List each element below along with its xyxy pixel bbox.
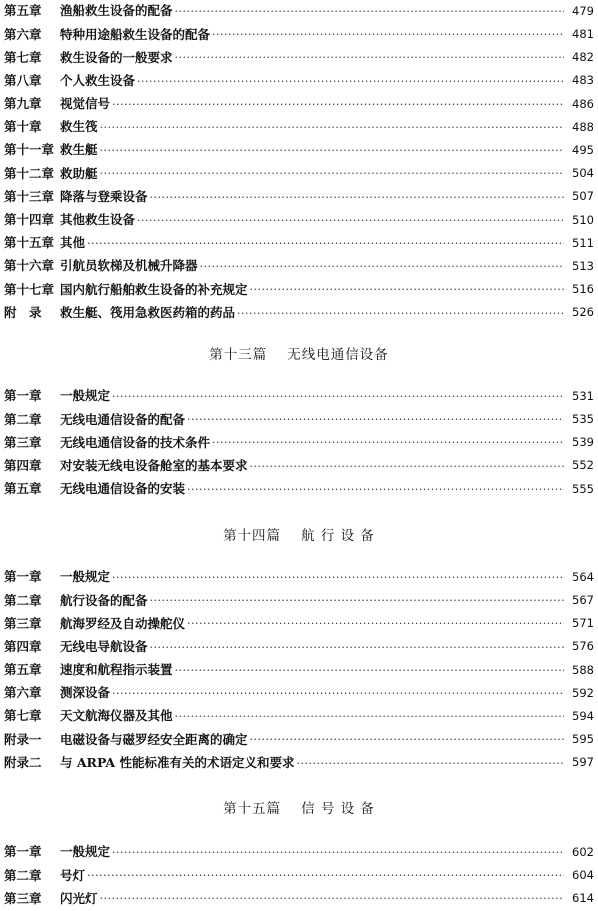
chapter-title: 一般规定	[60, 388, 111, 404]
page-number: 555	[572, 481, 594, 496]
toc-entry[interactable]	[0, 566, 598, 589]
dot-leader	[150, 642, 564, 653]
chapter-number: 第二章	[4, 867, 42, 883]
page-number: 602	[572, 844, 594, 859]
page-number: 595	[572, 732, 594, 747]
toc-entry[interactable]	[0, 589, 598, 612]
page-number: 571	[572, 616, 594, 631]
toc-entry[interactable]	[0, 705, 598, 728]
dot-leader	[112, 99, 564, 110]
dot-leader	[150, 595, 564, 606]
page-number: 486	[572, 96, 594, 111]
page-number: 483	[572, 73, 594, 88]
toc-entry[interactable]	[0, 186, 598, 209]
chapter-number: 第五章	[4, 662, 42, 678]
page-number: 597	[572, 755, 594, 770]
section-number: 第十三篇	[209, 347, 268, 363]
chapter-title: 测深设备	[60, 685, 111, 701]
dot-leader	[175, 6, 564, 17]
chapter-title: 其他救生设备	[60, 212, 136, 228]
chapter-title: 救生艇	[60, 142, 98, 158]
dot-leader	[175, 52, 564, 63]
dot-leader	[112, 688, 564, 699]
page-number: 488	[572, 119, 594, 134]
dot-leader	[187, 618, 564, 629]
chapter-title: 无线电通信设备的技术条件	[60, 434, 211, 450]
chapter-title: 号灯	[60, 867, 86, 883]
dot-leader	[187, 414, 564, 425]
chapter-title: 电磁设备与磁罗经安全距离的确定	[60, 731, 248, 747]
dot-leader	[87, 870, 564, 881]
chapter-number: 第十一章	[4, 142, 55, 158]
chapter-number: 第五章	[4, 481, 42, 497]
chapter-title: 视觉信号	[60, 96, 111, 112]
dot-leader	[112, 847, 564, 858]
toc-entry[interactable]	[0, 682, 598, 705]
chapter-title: 救生艇、筏用急救医药箱的药品	[60, 304, 236, 320]
dot-leader	[112, 391, 564, 402]
dot-leader	[175, 711, 564, 722]
chapter-number: 第三章	[4, 890, 42, 906]
toc-entry[interactable]	[0, 301, 598, 324]
page-number: 576	[572, 639, 594, 654]
page-number: 504	[572, 166, 594, 181]
chapter-number: 第一章	[4, 569, 42, 585]
dot-leader	[250, 734, 564, 745]
toc-entry[interactable]	[0, 431, 598, 454]
toc-entry[interactable]	[0, 728, 598, 751]
chapter-number: 第一章	[4, 844, 42, 860]
chapter-number: 第三章	[4, 434, 42, 450]
dot-leader	[100, 122, 564, 133]
toc-entry[interactable]	[0, 385, 598, 408]
toc-entry[interactable]	[0, 23, 598, 46]
page-number: 513	[572, 258, 594, 273]
chapter-number: 第十六章	[4, 258, 55, 274]
chapter-number: 第三章	[4, 615, 42, 631]
chapter-title: 救生筏	[60, 119, 98, 135]
chapter-title: 闪光灯	[60, 890, 98, 906]
toc-block-part15	[0, 841, 598, 911]
page-number: 510	[572, 212, 594, 227]
section-name: 航 行 设 备	[301, 528, 375, 544]
chapter-title: 国内航行船舶救生设备的补充规定	[60, 281, 248, 297]
dot-leader	[250, 284, 564, 295]
toc-entry[interactable]	[0, 46, 598, 69]
section-title-part14	[0, 524, 598, 544]
chapter-number: 第七章	[4, 708, 42, 724]
page-number: 511	[572, 235, 594, 250]
chapter-title: 救助艇	[60, 165, 98, 181]
chapter-number: 第四章	[4, 638, 42, 654]
page-number: 564	[572, 569, 594, 584]
chapter-number: 第十四章	[4, 212, 55, 228]
dot-leader	[112, 572, 564, 583]
page-number: 592	[572, 685, 594, 700]
toc-entry[interactable]	[0, 887, 598, 910]
chapter-title: 引航员软梯及机械升降器	[60, 258, 198, 274]
chapter-number: 第十三章	[4, 188, 55, 204]
dot-leader	[137, 76, 564, 87]
section-name: 信 号 设 备	[301, 801, 375, 817]
page-number: 481	[572, 27, 594, 42]
toc-entry[interactable]	[0, 636, 598, 659]
chapter-number: 第十二章	[4, 165, 55, 181]
section-name: 无线电通信设备	[287, 347, 389, 363]
chapter-title: 对安装无线电设备舱室的基本要求	[60, 457, 248, 473]
page-number: 479	[572, 3, 594, 18]
page-number: 516	[572, 282, 594, 297]
toc-entry[interactable]	[0, 841, 598, 864]
toc-entry[interactable]	[0, 478, 598, 501]
dot-leader	[150, 192, 564, 203]
toc-entry[interactable]	[0, 612, 598, 635]
chapter-number: 第十章	[4, 119, 42, 135]
toc-entry[interactable]	[0, 455, 598, 478]
page-number: 539	[572, 435, 594, 450]
chapter-title: 无线电导航设备	[60, 638, 148, 654]
toc-entry[interactable]	[0, 255, 598, 278]
page-number: 614	[572, 891, 594, 906]
page-number: 535	[572, 412, 594, 427]
dot-leader	[237, 308, 564, 319]
chapter-number: 第十五章	[4, 235, 55, 251]
toc-entry[interactable]	[0, 408, 598, 431]
toc-entry[interactable]	[0, 752, 598, 775]
chapter-title: 无线电通信设备的配备	[60, 411, 186, 427]
dot-leader	[175, 665, 564, 676]
toc-entry[interactable]	[0, 0, 598, 23]
toc-entry[interactable]	[0, 139, 598, 162]
chapter-title: 一般规定	[60, 569, 111, 585]
chapter-title: 无线电通信设备的安装	[60, 481, 186, 497]
page-number: 526	[572, 305, 594, 320]
toc-entry[interactable]	[0, 864, 598, 887]
toc-entry[interactable]	[0, 116, 598, 139]
chapter-number: 第六章	[4, 685, 42, 701]
chapter-number: 附 录	[4, 304, 42, 320]
chapter-title: 个人救生设备	[60, 72, 136, 88]
dot-leader	[187, 484, 564, 495]
dot-leader	[87, 238, 564, 249]
section-number: 第十四篇	[223, 528, 282, 544]
dot-leader	[137, 215, 564, 226]
chapter-title: 特种用途船救生设备的配备	[60, 26, 211, 42]
dot-leader	[212, 29, 564, 40]
chapter-title: 渔船救生设备的配备	[60, 3, 173, 19]
page-number: 531	[572, 388, 594, 403]
chapter-title: 一般规定	[60, 844, 111, 860]
toc-entry[interactable]	[0, 70, 598, 93]
toc-block-part12	[0, 0, 598, 325]
chapter-title: 航行设备的配备	[60, 592, 148, 608]
section-number: 第十五篇	[223, 801, 282, 817]
dot-leader	[100, 893, 564, 904]
page-number: 495	[572, 142, 594, 157]
toc-entry[interactable]	[0, 209, 598, 232]
chapter-title: 天文航海仪器及其他	[60, 708, 173, 724]
dot-leader	[296, 758, 564, 769]
dot-leader	[250, 461, 564, 472]
section-title-part13	[0, 343, 598, 363]
section-title-part15	[0, 797, 598, 817]
page-number: 604	[572, 868, 594, 883]
toc-block-part14	[0, 566, 598, 775]
toc-entry[interactable]	[0, 278, 598, 301]
toc-block-part13	[0, 385, 598, 501]
dot-leader	[100, 168, 564, 179]
chapter-number: 第六章	[4, 26, 42, 42]
page-number: 567	[572, 593, 594, 608]
chapter-number: 第十七章	[4, 281, 55, 297]
toc-entry[interactable]	[0, 93, 598, 116]
chapter-number: 附录二	[4, 754, 42, 770]
chapter-number: 第九章	[4, 96, 42, 112]
toc-entry[interactable]	[0, 232, 598, 255]
chapter-number: 第八章	[4, 72, 42, 88]
chapter-number: 第二章	[4, 592, 42, 608]
dot-leader	[200, 261, 564, 272]
dot-leader	[100, 145, 564, 156]
chapter-number: 第一章	[4, 388, 42, 404]
page-number: 552	[572, 458, 594, 473]
chapter-title: 降落与登乘设备	[60, 188, 148, 204]
chapter-title: 救生设备的一般要求	[60, 49, 173, 65]
chapter-title: 与 ARPA 性能标准有关的术语定义和要求	[60, 754, 295, 770]
toc-entry[interactable]	[0, 162, 598, 185]
chapter-number: 第七章	[4, 49, 42, 65]
chapter-title: 速度和航程指示装置	[60, 662, 173, 678]
chapter-number: 第五章	[4, 3, 42, 19]
chapter-number: 附录一	[4, 731, 42, 747]
chapter-title: 其他	[60, 235, 86, 251]
chapter-title: 航海罗经及自动操舵仪	[60, 615, 186, 631]
page-number: 482	[572, 50, 594, 65]
dot-leader	[212, 437, 564, 448]
chapter-number: 第二章	[4, 411, 42, 427]
page-number: 588	[572, 662, 594, 677]
page-number: 507	[572, 189, 594, 204]
toc-entry[interactable]	[0, 659, 598, 682]
page-number: 594	[572, 708, 594, 723]
chapter-number: 第四章	[4, 457, 42, 473]
